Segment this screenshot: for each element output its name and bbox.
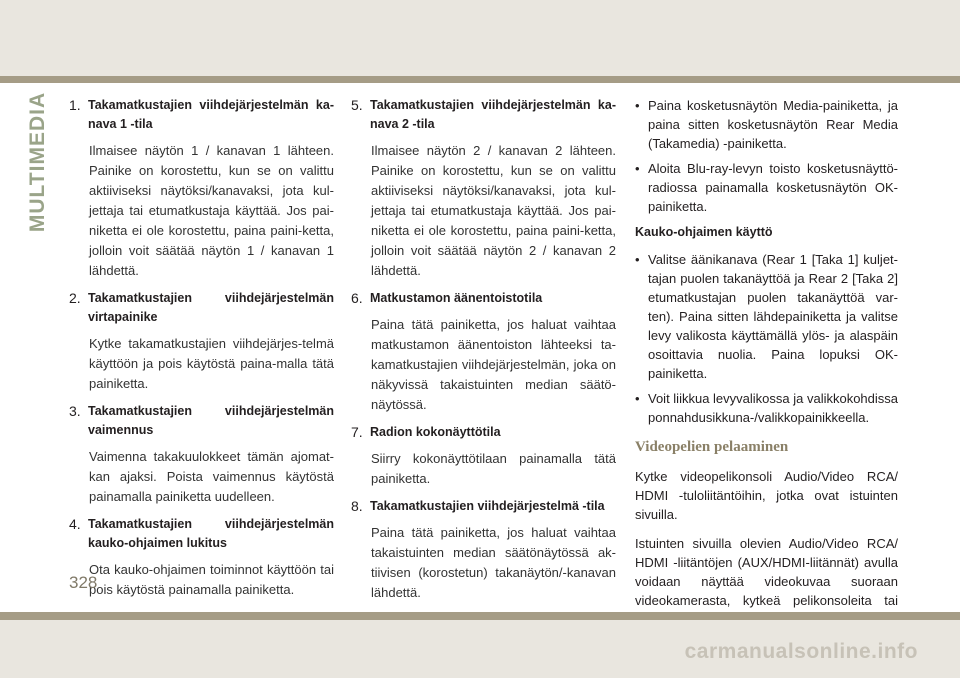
- item-number: 1.: [69, 97, 81, 113]
- page-number: 328: [69, 573, 98, 592]
- subheading: Kauko-ohjaimen käyttö: [635, 225, 773, 239]
- bullet-text: Valitse äänikanava (Rear 1 [Taka 1] kuljet-tajan puolen takanäyttöä ja Rear 2 [Taka 2] etumatkustajan puolen takanäyttöä var-ten). Paina sitten lähdepainiketta ja valitse levy valikosta käyttämällä ylös- ja alaspäin osoittavia nuolia. Paina lopuksi OK-painiketta.: [648, 252, 898, 381]
- item-body: Paina tätä painiketta, jos haluat vaihtaa takaistuinten median säätönäytössä ak-tiivisen (korostetun) takanäytön/-kanavan lähdettä.: [371, 525, 616, 600]
- item-title: Takamatkustajien viihdejärjestelmän ka-nava 2 -tila: [370, 98, 616, 131]
- bullet-item: [635, 96, 898, 153]
- item-number: 7.: [351, 424, 363, 440]
- item-body: Vaimenna takakuulokkeet tämän ajomat-kan ajaksi. Poista vaimennus käytöstä painamalla painiketta uudelleen.: [89, 449, 334, 504]
- item-title: Takamatkustajien viihdejärjestelmän virtapainike: [88, 291, 334, 324]
- list-item: [69, 289, 334, 394]
- bullet-text: Voit liikkua levyvalikossa ja valikkokohdissa ponnahdusikkuna-/valikkopainikkeella.: [648, 391, 899, 425]
- item-title: Takamatkustajien viihdejärjestelmän kauko-ohjaimen lukitus: [88, 517, 334, 550]
- item-number: 8.: [351, 498, 363, 514]
- paragraph: Istuinten sivuilla olevien Audio/Video RCA/ HDMI -liitäntöjen (AUX/HDMI-liitännät) avulla voidaan näyttää videokuvaa suoraan videokamerasta, kytkeä pelikonsoleita tai: [635, 536, 898, 608]
- bullet-dot-icon: •: [635, 252, 640, 267]
- item-number: 3.: [69, 403, 81, 419]
- item-title: Takamatkustajien viihdejärjestelmän ka-nava 1 -tila: [88, 98, 334, 131]
- bullet-text: Aloita Blu-ray-levyn toisto kosketusnäyttö-radiossa painamalla kosketusnäytön OK-painiketta.: [648, 161, 898, 214]
- section-title: Videopelien pelaaminen: [635, 439, 789, 455]
- list-item: [69, 515, 334, 600]
- item-number: 5.: [351, 97, 363, 113]
- section-tab-label: MULTIMEDIA: [26, 91, 50, 233]
- top-band: [0, 0, 960, 76]
- bottom-rule: [0, 612, 960, 620]
- item-title: Takamatkustajien viihdejärjestelmän vaimennus: [88, 404, 334, 437]
- bullet-item: [635, 250, 898, 383]
- item-number: 6.: [351, 290, 363, 306]
- column-2: [351, 96, 616, 611]
- item-body: Ota kauko-ohjaimen toiminnot käyttöön tai pois käytöstä painamalla painiketta.: [89, 562, 334, 597]
- list-item: [69, 402, 334, 507]
- bullet-text: Paina kosketusnäytön Media-painiketta, ja paina sitten kosketusnäytön Rear Media (Takamedia) -painiketta.: [648, 98, 898, 151]
- item-body: Ilmaisee näytön 2 / kanavan 2 lähteen. Painike on korostettu, kun se on valittu aktiiviseksi näytöksi/kanavaksi, jota kul-jettaja tai etumatkustaja käyttää. Jos pai-niketta ei ole korostettu, paina paini-ketta, jolloin voit säätää näytön 2 / kanavan 2 lähdettä.: [371, 143, 616, 278]
- item-number: 2.: [69, 290, 81, 306]
- bullet-dot-icon: •: [635, 161, 640, 176]
- section-tab: [26, 91, 50, 233]
- list-item: [351, 497, 616, 603]
- item-title: Takamatkustajien viihdejärjestelmä -tila: [370, 499, 605, 513]
- list-item: [351, 423, 616, 489]
- list-item: [69, 96, 334, 281]
- item-title: Matkustamon äänentoistotila: [370, 291, 543, 305]
- watermark: [0, 640, 960, 664]
- bullet-item: [635, 389, 898, 427]
- paragraph: Kytke videopelikonsoli Audio/Video RCA/ HDMI -tuloliitäntöihin, jotka ovat istuinten sivuilla.: [635, 469, 898, 522]
- item-body: Paina tätä painiketta, jos haluat vaihtaa matkustamon äänentoiston lähteeksi ta-kamatkustajien viihdejärjestelmän, joka on näkyvissä takaistuinten median säätö-näytössä.: [371, 317, 616, 412]
- top-rule: [0, 76, 960, 83]
- bullet-item: [635, 159, 898, 216]
- item-number: 4.: [69, 516, 81, 532]
- item-body: Kytke takamatkustajien viihdejärjes-telmä käyttöön ja pois käytöstä paina-malla tätä painiketta.: [89, 336, 334, 391]
- item-title: Radion kokonäyttötila: [370, 425, 501, 439]
- column-3: [635, 96, 898, 639]
- bullet-dot-icon: •: [635, 98, 640, 113]
- item-body: Ilmaisee näytön 1 / kanavan 1 lähteen. Painike on korostettu, kun se on valittu aktiiviseksi näytöksi/kanavaksi, jota kul-jettaja tai etumatkustaja käyttää. Jos pai-niketta ei ole korostettu, paina paini-ketta, jolloin voit säätää näytön 1 / kanavan 1 lähdettä.: [89, 143, 334, 278]
- list-item: [351, 289, 616, 415]
- column-1: [69, 96, 334, 608]
- item-body: Siirry kokonäyttötilaan painamalla tätä painiketta.: [371, 451, 616, 486]
- bullet-dot-icon: •: [635, 391, 640, 406]
- watermark-text: carmanualsonline.info: [684, 640, 918, 663]
- list-item: [351, 96, 616, 281]
